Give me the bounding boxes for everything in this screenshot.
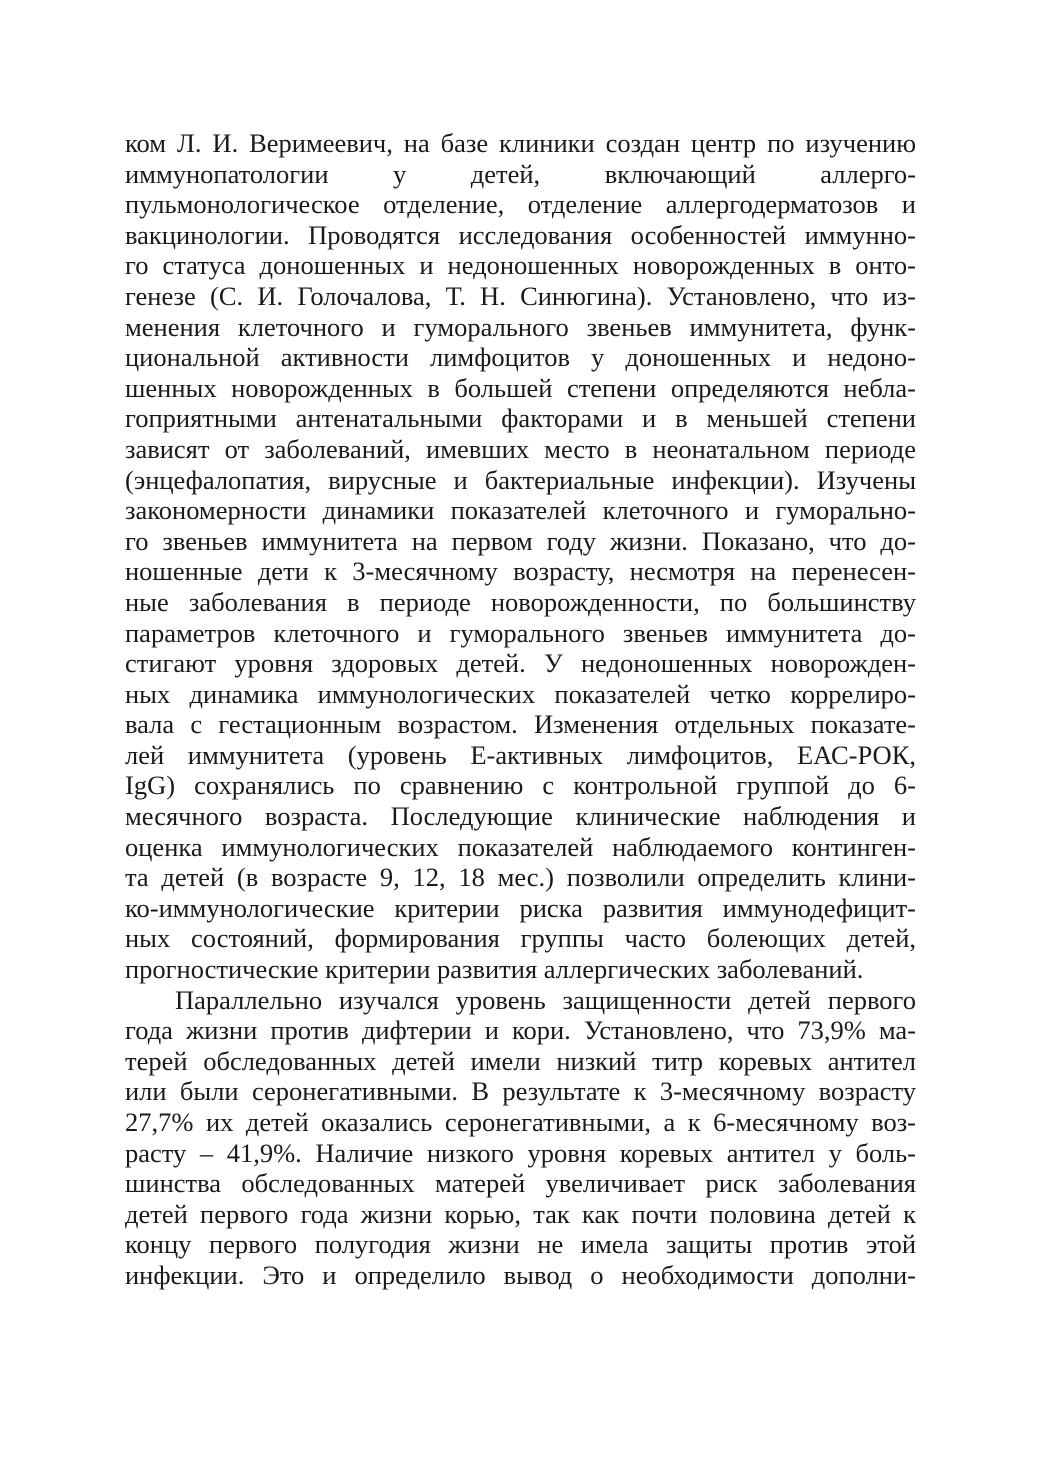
- paragraph-2: [125, 985, 916, 1291]
- text-line: шинства обследованных матерей увеличивает риск заболевания: [125, 1168, 916, 1199]
- text-line: месячного возраста. Последующие клинические наблюдения и: [125, 801, 916, 832]
- text-line: ных динамика иммунологических показателей четко коррелиро-: [125, 678, 916, 709]
- text-line: стигают уровня здоровых детей. У недоношенных новорожден-: [125, 648, 916, 679]
- text-line: инфекции. Это и определило вывод о необходимости дополни-: [125, 1259, 916, 1290]
- text-line: оценка иммунологических показателей наблюдаемого континген-: [125, 831, 916, 862]
- text-line: та детей (в возрасте 9, 12, 18 мес.) позволили определить клини-: [125, 862, 916, 893]
- text-line: параметров клеточного и гуморального звеньев иммунитета до-: [125, 617, 916, 648]
- text-line: ношенные дети к 3-месячному возрасту, несмотря на перенесен-: [125, 556, 916, 587]
- text-line: гоприятными антенатальными факторами и в меньшей степени: [125, 403, 916, 434]
- text-line: вала с гестационным возрастом. Изменения отдельных показате-: [125, 709, 916, 740]
- text-line: детей первого года жизни корью, так как почти половина детей к: [125, 1198, 916, 1229]
- text-line: закономерности динамики показателей клеточного и гуморально-: [125, 495, 916, 526]
- text-line: прогностические критерии развития аллергических заболеваний.: [125, 954, 864, 985]
- body-text: [125, 128, 916, 1291]
- text-line: зависят от заболеваний, имевших место в неонатальном периоде: [125, 433, 916, 464]
- text-line: менения клеточного и гуморального звеньев иммунитета, функ-: [125, 311, 916, 342]
- text-line: го звеньев иммунитета на первом году жизни. Показано, что до-: [125, 525, 916, 556]
- text-line: IgG) сохранялись по сравнению с контрольной группой до 6-: [125, 770, 916, 801]
- text-line: ко-иммунологические критерии риска развития иммунодефицит-: [125, 892, 916, 923]
- text-line: генезе (С. И. Голочалова, Т. Н. Синюгина). Установлено, что из-: [125, 280, 916, 311]
- text-line: ных состояний, формирования группы часто болеющих детей,: [125, 923, 916, 954]
- text-line: лей иммунитета (уровень Е-активных лимфоцитов, ЕАС-РОК,: [125, 739, 916, 770]
- text-line: шенных новорожденных в большей степени определяются небла-: [125, 372, 916, 403]
- text-line: Параллельно изучался уровень защищенности детей первого: [175, 984, 916, 1015]
- text-line: 27,7% их детей оказались серонегативными, а к 6-месячному воз-: [125, 1107, 916, 1137]
- text-line: ные заболевания в периоде новорожденности, по большинству: [125, 586, 916, 617]
- text-line: пульмонологическое отделение, отделение аллергодерматозов и: [125, 189, 916, 220]
- text-line: концу первого полугодия жизни не имела защиты против этой: [125, 1229, 916, 1260]
- text-line: расту – 41,9%. Наличие низкого уровня коревых антител у боль-: [125, 1137, 916, 1168]
- text-line: или были серонегативными. В результате к 3-месячному возрасту: [125, 1076, 916, 1107]
- text-line: терей обследованных детей имели низкий титр коревых антител: [125, 1045, 916, 1076]
- text-line: (энцефалопатия, вирусные и бактериальные инфекции). Изучены: [125, 464, 916, 495]
- text-line: ком Л. И. Веримеевич, на базе клиники создан центр по изучению: [125, 128, 916, 158]
- text-line: го статуса доношенных и недоношенных новорожденных в онто-: [125, 250, 916, 281]
- text-line: циональной активности лимфоцитов у доношенных и недоно-: [125, 342, 916, 373]
- text-line: иммунопатологии у детей, включающий аллерго-: [125, 158, 916, 189]
- text-line: года жизни против дифтерии и кори. Установлено, что 73,9% ма-: [125, 1015, 916, 1046]
- paragraph-1: [125, 128, 916, 985]
- text-line: вакцинологии. Проводятся исследования особенностей иммунно-: [125, 219, 916, 250]
